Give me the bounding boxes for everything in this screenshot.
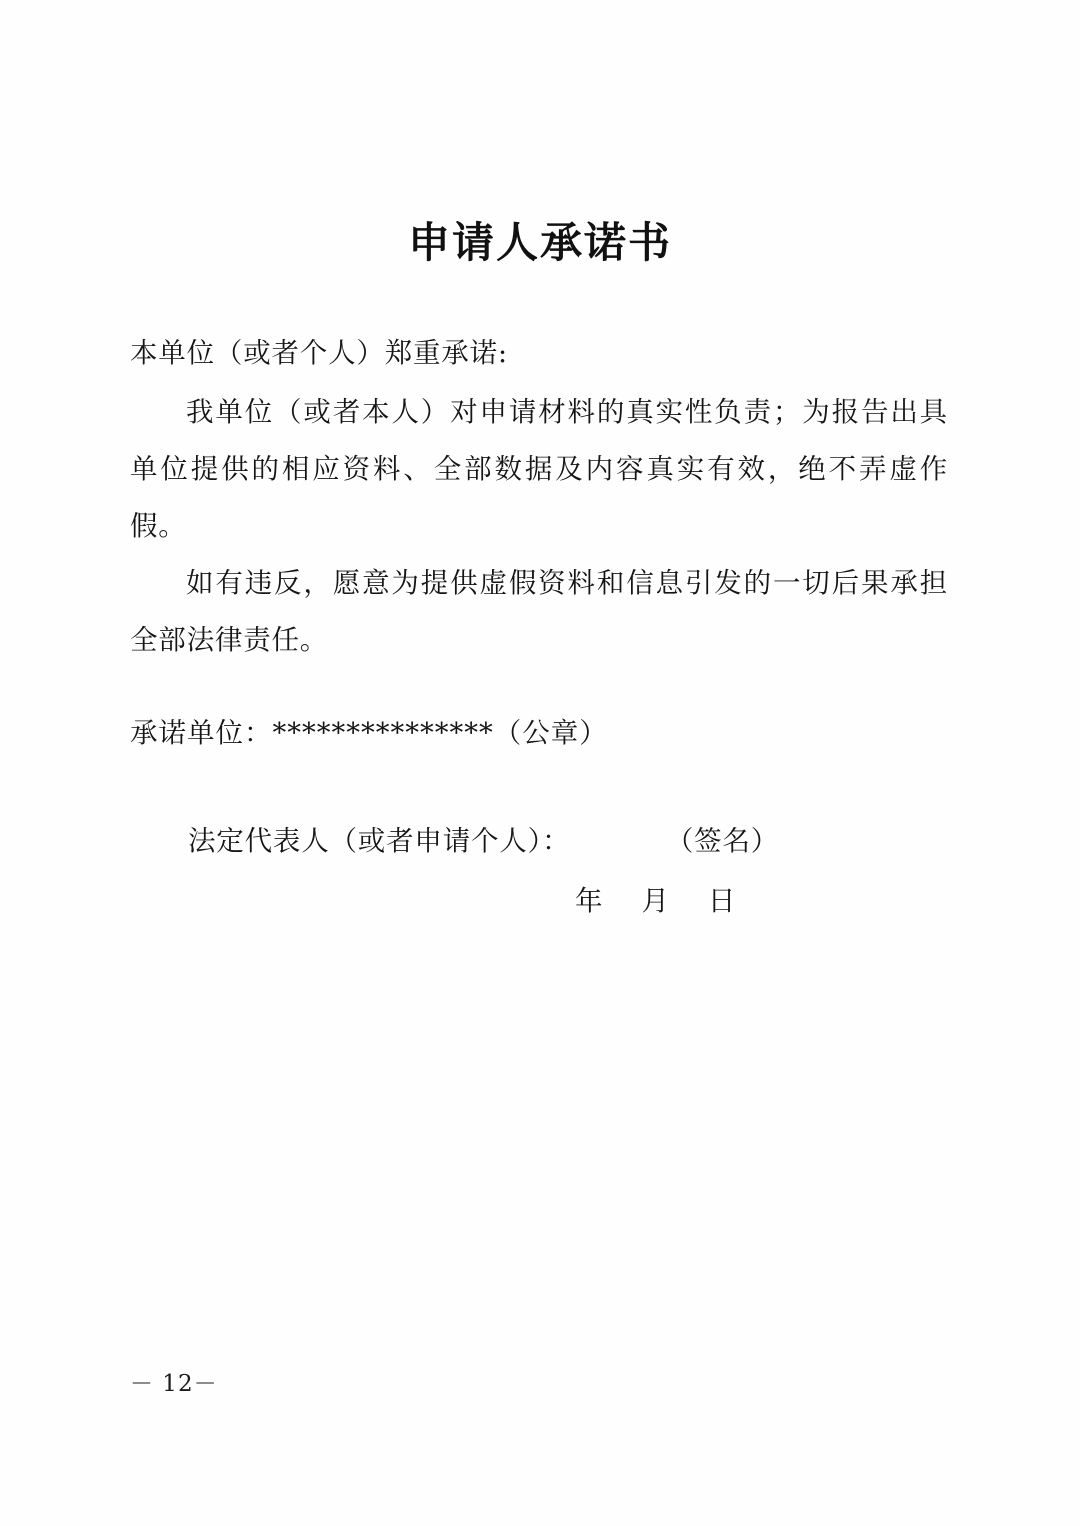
page-title: 申请人承诺书: [407, 218, 672, 267]
date-line: 年 月 日: [575, 885, 737, 917]
document-body: [130, 325, 948, 669]
signature-block: [130, 705, 948, 761]
paragraph-liability: 如有违反，愿意为提供虚假资料和信息引发的一切后果承担全部法律责任。: [130, 567, 948, 656]
commitment-unit-line: 承诺单位：***************（公章）: [130, 717, 608, 749]
paragraph-commitment: 我单位（或者本人）对申请材料的真实性负责；为报告出具单位提供的相应资料、全部数据及内容真实有效，绝不弄虚作假。: [130, 396, 948, 542]
page-number: － 12－: [130, 1371, 218, 1397]
legal-representative-line: 法定代表人（或者申请个人）： （签名）: [188, 825, 780, 857]
paragraph-intro: 本单位（或者个人）郑重承诺:: [130, 337, 508, 369]
